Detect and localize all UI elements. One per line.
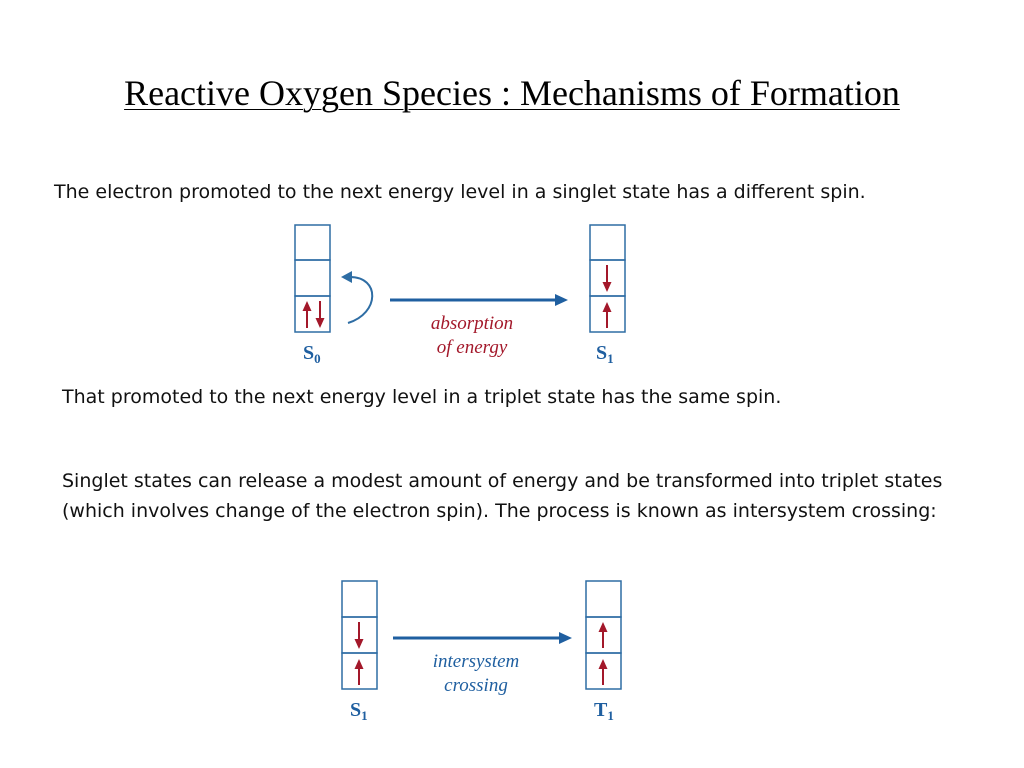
- slide-title-text: Reactive Oxygen Species : Mechanisms of Formation: [124, 73, 900, 113]
- s0-state-subscript: 0: [314, 351, 321, 366]
- t1-top-level: [586, 581, 621, 617]
- absorption-diagram: [280, 215, 640, 365]
- s1-top-level: [590, 225, 625, 260]
- absorption-label-line-2: of energy: [436, 337, 508, 358]
- s1-orbital-stack: [342, 581, 377, 689]
- s1-state-subscript: 1: [607, 351, 614, 366]
- crossing-arrow: [393, 632, 572, 644]
- crossing-label-line-1: intersystem: [432, 651, 520, 672]
- intersystem-crossing-diagram: [330, 573, 640, 723]
- spin-up-arrow-icon: [355, 659, 364, 685]
- t1-state-letter: T: [594, 699, 608, 721]
- singlet-description: The electron promoted to the next energy level in a singlet state has a different spin.: [54, 181, 866, 203]
- spin-down-arrow-icon: [603, 265, 612, 292]
- crossing-label-line-2: crossing: [444, 675, 508, 696]
- t1-state-label: [594, 699, 614, 723]
- s0-state-label: [303, 342, 321, 366]
- s1-state-letter: S: [350, 699, 362, 721]
- spin-down-arrow-icon: [316, 301, 325, 328]
- triplet-description: That promoted to the next energy level in a triplet state has the same spin.: [62, 386, 782, 408]
- s0-top-level: [295, 225, 330, 260]
- s0-middle-level: [295, 260, 330, 296]
- spin-up-arrow-icon: [303, 301, 312, 328]
- spin-up-arrow-icon: [603, 302, 612, 328]
- spin-down-arrow-icon: [355, 622, 364, 649]
- s1-state-letter: S: [596, 342, 608, 364]
- s1-state-label: [596, 342, 614, 366]
- t1-orbital-stack: [586, 581, 621, 689]
- absorption-label-line-1: absorption: [430, 313, 514, 334]
- t1-state-subscript: 1: [607, 708, 614, 723]
- s1-state-label: [350, 699, 368, 723]
- spin-up-arrow-icon: [599, 659, 608, 685]
- intersystem-crossing-description: Singlet states can release a modest amount of energy and be transformed into triplet states (which involves change of the electron spin). The process is known as intersystem crossing:: [62, 470, 943, 522]
- absorption-arrow: [390, 294, 568, 306]
- s0-orbital-stack: [295, 225, 330, 332]
- s0-ground-level: [295, 296, 330, 332]
- s0-state-letter: S: [303, 342, 315, 364]
- curved-promotion-arrow-icon: [341, 271, 372, 323]
- slide-title: [0, 72, 1024, 114]
- spin-up-arrow-icon: [599, 622, 608, 648]
- s1-orbital-stack: [590, 225, 625, 332]
- s1-state-subscript: 1: [361, 708, 368, 723]
- s1-top-level: [342, 581, 377, 617]
